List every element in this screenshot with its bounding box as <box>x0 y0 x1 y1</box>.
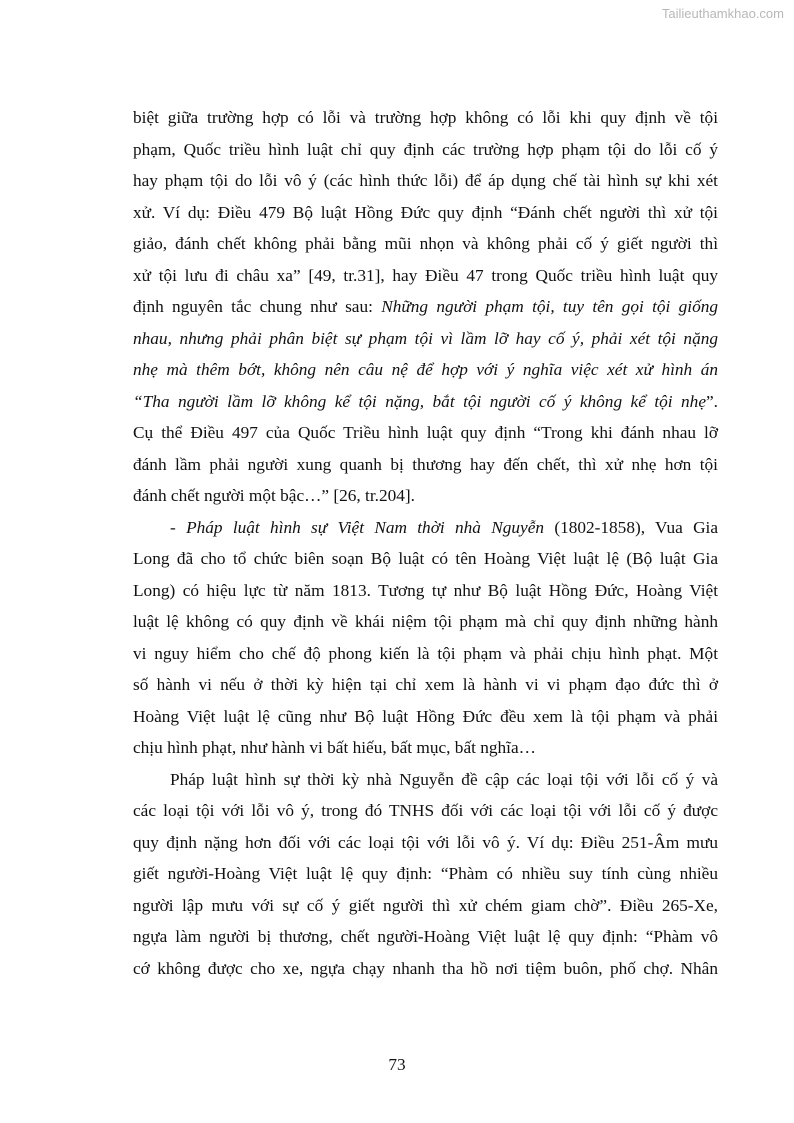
text-segment: xử. Ví dụ: Điều 479 Bộ luật Hồng Đức quy định “Đánh chết người thì xử tội <box>133 202 718 222</box>
text-line <box>133 291 718 323</box>
text-segment: người lập mưu với sự cố ý giết người thì xử chém giam chờ”. Điều 265-Xe, <box>133 895 718 915</box>
text-segment: Long) có hiệu lực từ năm 1813. Tương tự như Bộ luật Hồng Đức, Hoàng Việt <box>133 580 718 600</box>
text-segment: Cụ thể Điều 497 của Quốc Triều hình luật quy định “Trong khi đánh nhau lỡ <box>133 423 718 442</box>
text-line <box>133 165 718 197</box>
italic-text: Pháp luật hình sự Việt Nam thời nhà Nguyễn <box>186 517 545 537</box>
text-line <box>133 102 718 134</box>
text-line <box>133 543 718 575</box>
document-body <box>133 102 718 984</box>
text-line <box>133 417 718 449</box>
text-line <box>133 921 718 953</box>
text-segment: Hoàng Việt luật lệ cũng như Bộ luật Hồng Đức đều xem là tội phạm và phải <box>133 706 718 726</box>
text-line <box>133 228 718 260</box>
watermark-text: Tailieuthamkhao.com <box>661 6 784 21</box>
text-line <box>133 795 718 827</box>
italic-text: “Tha người lầm lỡ không kể tội nặng, bắt tội người cố ý không kể tội nhẹ <box>133 391 706 411</box>
text-line <box>133 197 718 229</box>
text-segment: định nguyên tắc chung như sau: <box>133 297 382 316</box>
page-number: 73 <box>388 1055 406 1074</box>
text-segment: quy định nặng hơn đối với các loại tội với lỗi vô ý. Ví dụ: Điều 251-Âm mưu <box>133 832 718 852</box>
text-segment: Long đã cho tổ chức biên soạn Bộ luật có tên Hoàng Việt luật lệ (Bộ luật Gia <box>133 549 718 568</box>
italic-text: Những người phạm tội, tuy tên gọi tội giống <box>381 297 718 316</box>
text-segment: Pháp luật hình sự thời kỳ nhà Nguyễn đề cập các loại tội với lỗi cố ý và <box>170 769 718 789</box>
text-line <box>133 858 718 890</box>
text-segment: ngựa làm người bị thương, chết người-Hoàng Việt luật lệ quy định: “Phàm vô <box>133 927 718 946</box>
text-segment: biệt giữa trường hợp có lỗi và trường hợp không có lỗi khi quy định về tội <box>133 108 718 127</box>
text-line <box>133 449 718 481</box>
text-segment: đánh chết người một bậc…” [26, tr.204]. <box>133 486 415 505</box>
text-segment: luật lệ không có quy định về khái niệm tội phạm mà chỉ quy định những hành <box>133 612 718 631</box>
text-line <box>133 575 718 607</box>
text-line <box>133 953 718 985</box>
text-segment: (1802-1858), Vua Gia <box>544 517 719 537</box>
text-segment: vi nguy hiểm cho chế độ phong kiến là tội phạm và phải chịu hình phạt. Một <box>133 643 718 663</box>
text-segment: cớ không được cho xe, ngựa chạy nhanh tha hồ nơi tiệm buôn, phố chợ. Nhân <box>133 958 718 978</box>
text-line <box>133 134 718 166</box>
text-line <box>133 732 718 764</box>
text-line <box>133 386 718 418</box>
text-segment: chịu hình phạt, như hành vi bất hiếu, bất mục, bất nghĩa… <box>133 738 536 757</box>
text-segment: xử tội lưu đi châu xa” [49, tr.31], hay Điều 47 trong Quốc triều hình luật quy <box>133 265 718 285</box>
text-line <box>133 669 718 701</box>
text-segment: số hành vi nếu ở thời kỳ hiện tại chỉ xem là hành vi vi phạm đạo đức thì ở <box>133 675 718 694</box>
text-segment: các loại tội với lỗi vô ý, trong đó TNHS đối với các loại tội với lỗi cố ý được <box>133 801 718 820</box>
text-line <box>133 701 718 733</box>
text-line <box>133 606 718 638</box>
text-line <box>133 638 718 670</box>
text-line <box>133 827 718 859</box>
text-line <box>133 512 718 544</box>
text-segment: giảo, đánh chết không phải bằng mũi nhọn và không phải cố ý giết người thì <box>133 234 718 253</box>
italic-text: nhẹ mà thêm bớt, không nên câu nệ để hợp với ý nghĩa việc xét xử hình án <box>133 360 718 379</box>
text-line <box>133 764 718 796</box>
text-segment: hay phạm tội do lỗi vô ý (các hình thức lỗi) để áp dụng chế tài hình sự khi xét <box>133 171 718 190</box>
text-segment: phạm, Quốc triều hình luật chỉ quy định các trường hợp phạm tội do lỗi cố ý <box>133 139 718 159</box>
text-segment: ”. <box>706 391 718 411</box>
text-segment: đánh lầm phải người xung quanh bị thương hay đến chết, thì xử nhẹ hơn tội <box>133 454 718 474</box>
italic-text: nhau, nhưng phải phân biệt sự phạm tội vì lầm lỡ hay cố ý, phải xét tội nặng <box>133 328 718 348</box>
text-line <box>133 890 718 922</box>
text-line <box>133 354 718 386</box>
text-segment: - <box>170 517 187 537</box>
text-segment: giết người-Hoàng Việt luật lệ quy định: “Phàm có nhiều suy tính cùng nhiều <box>133 864 718 883</box>
text-line <box>133 480 718 512</box>
text-line <box>133 260 718 292</box>
text-line <box>133 323 718 355</box>
